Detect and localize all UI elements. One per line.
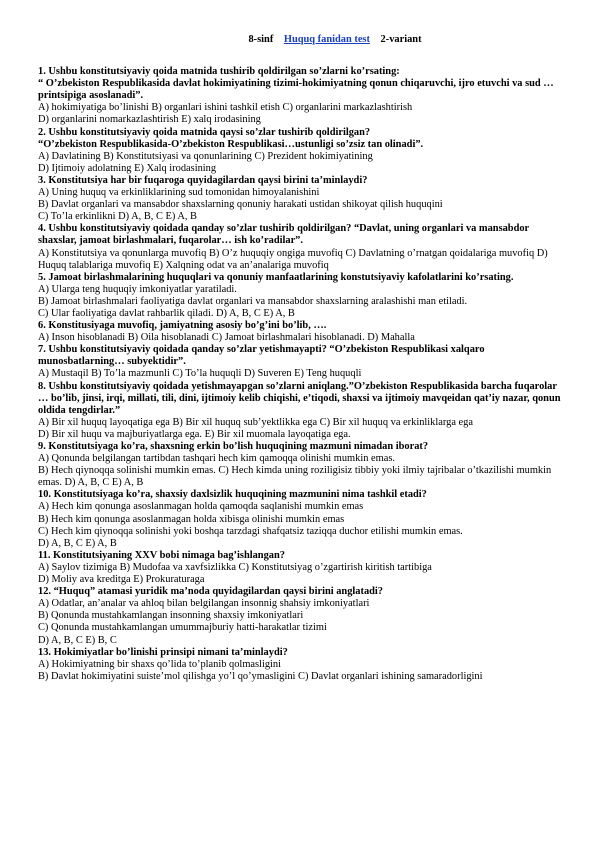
answer-options: C) Hech kim qiynoqqa solinishi yoki boshqa tarzdagi shafqatsiz taziqqa duchor etilishi mumkin emas. — [38, 525, 463, 537]
question-list — [38, 66, 562, 683]
question-text: 11. Konstitutsiyaning XXV bobi nimaga bag’ishlangan? — [38, 549, 285, 561]
question-text: 2. Ushbu konstitutsiyaviy qoida matnida qaysi so’zlar tushirib qoldirilgan? — [38, 126, 371, 138]
answer-options: D) A, B, C E) B, C — [38, 634, 117, 646]
question-text: 6. Konstitusiyaga muvofiq, jamiyatning asosiy bo’g’ini bo’lib, …. — [38, 320, 327, 332]
answer-options: B) Hech qiynoqqa solinishi mumkin emas. C) Hech kimda uning roziligisiz tibbiy yoki ilmiy tajribalar o’tkazilishi mumkin emas. D) A, B, C E) A, B — [38, 465, 552, 489]
question-text: 12. “Huquq” atamasi yuridik ma’noda quyidagilardan qaysi birini anglatadi? — [38, 586, 384, 598]
question-text: “ O’zbekiston Respublikasida davlat hokimiyatining tizimi-hokimiyatning qonun chiqaruvchi, ijro etuvchi va sud … printsipiga asoslanadi”. — [38, 78, 554, 102]
answer-options: B) Jamoat birlashmalari faoliyatiga davlat organlari va mansabdor shaxslarning aralashishi man etiladi. — [38, 295, 468, 307]
answer-options: B) Hech kim qonunga asoslanmagan holda xibisga olinishi mumkin emas — [38, 513, 345, 525]
answer-options: D) Ijtimoiy adolatning E) Xalq irodasining — [38, 162, 217, 174]
answer-options: C) To’la erkinlikni D) A, B, C E) A, B — [38, 211, 197, 223]
question-text: 7. Ushbu konstitutsiyaviy qoidada qanday so’zlar yetishmayapti? “O’zbekiston Respublikasi xalqaro munosbatlarning… subyektidir”. — [38, 344, 485, 368]
answer-options: D) organlarini nomarkazlashtirish E) xalq irodasining — [38, 114, 261, 126]
question-text: 4. Ushbu konstitutsiyaviy qoidada qanday so’zlar tushirib qoldirilgan? “Davlat, uning organlari va mansabdor shaxslar, jamoat birlashmalari, fuqarolar… ish ko’radilar”. — [38, 223, 529, 247]
answer-options: B) Qonunda mustahkamlangan insonning shaxsiy imkoniyatlari — [38, 610, 304, 622]
answer-options: D) A, B, C E) A, B — [38, 537, 117, 549]
answer-options: A) Ularga teng huquqiy imkoniyatlar yaratiladi. — [38, 283, 237, 295]
answer-options: D) Moliy ava kreditga E) Prokuraturaga — [38, 574, 205, 586]
answer-options: A) Saylov tizimiga B) Mudofaa va xavfsizlikka C) Konstitutsiyag o’zgartirish kiritish tartibiga — [38, 561, 432, 573]
question-text: 3. Konstitutsiya har bir fuqaroga quyidagilardan qaysi birini ta’minlaydi? — [38, 174, 368, 186]
grade-label: 8-sinf — [248, 34, 274, 45]
answer-options: A) Qonunda belgilangan tartibdan tashqari hech kim qamoqqa olinishi mumkin emas. — [38, 453, 395, 465]
answer-options: A) Odatlar, an’analar va ahloq bilan belgilangan insonnig shahsiy imkoniyatlari — [38, 598, 370, 610]
answer-options: B) Davlat hokimiyatini suiste’mol qilishga yo’l qo’ymasligini C) Davlat organlari ishining samaradorligini — [38, 670, 483, 682]
question-text: 13. Hokimiyatlar bo’linishi prinsipi nimani ta’minlaydi? — [38, 646, 288, 658]
test-page — [38, 34, 562, 683]
answer-options: A) Konstitutsiya va qonunlarga muvofiq B) O’z huquqiy ongiga muvofiq C) Davlatning o’rnatgan qoidalariga muvofiq D) Huquq talablariga muvofiq E) Xalqning odat va an’analariga muvofiq — [38, 247, 548, 271]
answer-options: A) Hokimiyatning bir shaxs qo’lida to’planib qolmasligini — [38, 658, 281, 670]
question-text: 9. Konstitutsiyaga ko’ra, shaxsning erkin bo’lish huquqining mazmuni nimadan iborat? — [38, 441, 429, 452]
answer-options: A) Inson hisoblanadi B) Oila hisoblanadi C) Jamoat birlashmalari hisoblanadi. D) Mahalla — [38, 332, 415, 344]
answer-options: C) Ular faoliyatiga davlat rahbarlik qiladi. D) A, B, C E) A, B — [38, 307, 295, 319]
question-text: “O’zbekiston Respublikasida-O’zbekiston Respublikasi…ustunligi so’zsiz tan olinadi”. — [38, 138, 424, 150]
question-text: 8. Ushbu konstitutsiyaviy qoidada yetishmayapgan so’zlarni aniqlang.”O’zbekiston Respublikasida barcha fuqarolar … bo’lib, jinsi, irqi, millati, tili, dini, ijtimoiy kelib chiqishi, e’tiqodi, shaxsi va ijtimoiy mavqeidan qat’iy nazar, qonun oldida tengdirlar.” — [38, 380, 561, 416]
answer-options: B) Davlat organlari va mansabdor shaxslarning qonuniy harakati ustidan shikoyat qilish huquqini — [38, 199, 443, 211]
answer-options: A) Mustaqil B) To’la mazmunli C) To’la huquqli D) Suveren E) Teng huquqli — [38, 368, 362, 380]
question-text: 5. Jamoat birlashmalarining huquqlari va qonuniy manfaatlarining konstutsiyaviy kafolatlarini ko’rsating. — [38, 271, 514, 283]
question-text: 10. Konstitutsiyaga ko’ra, shaxsiy daxlsizlik huquqining mazmunini nima tashkil etadi? — [38, 489, 427, 501]
test-header — [38, 34, 562, 46]
answer-options: C) Qonunda mustahkamlangan umummajburiy hatti-harakatlar tizimi — [38, 622, 327, 634]
answer-options: A) Bir xil huquq layoqatiga ega B) Bir xil huquq sub’yektlikka ega C) Bir xil huquq va erkinliklarga ega — [38, 416, 473, 428]
answer-options: A) Hech kim qonunga asoslanmagan holda qamoqda saqlanishi mumkin emas — [38, 501, 364, 513]
answer-options: A) Uning huquq va erkinliklarining sud tomonidan himoyalanishini — [38, 187, 320, 199]
answer-options: D) Bir xil huqu va majburiyatlarga ega. E) Bir xil muomala layoqatiga ega. — [38, 428, 351, 440]
variant-label: 2-variant — [380, 34, 422, 45]
answer-options: A) Davlatining B) Konstitutsiyasi va qonunlarining C) Prezident hokimiyatining — [38, 150, 373, 162]
subject-link[interactable]: Huquq fanidan test — [283, 34, 370, 45]
question-text: 1. Ushbu konstitutsiyaviy qoida matnida tushirib qoldirilgan so’zlarni ko’rsating: — [38, 66, 400, 78]
answer-options: A) hokimiyatiga bo’linishi B) organlari ishini tashkil etish C) organlarini markazlashtirish — [38, 102, 413, 114]
